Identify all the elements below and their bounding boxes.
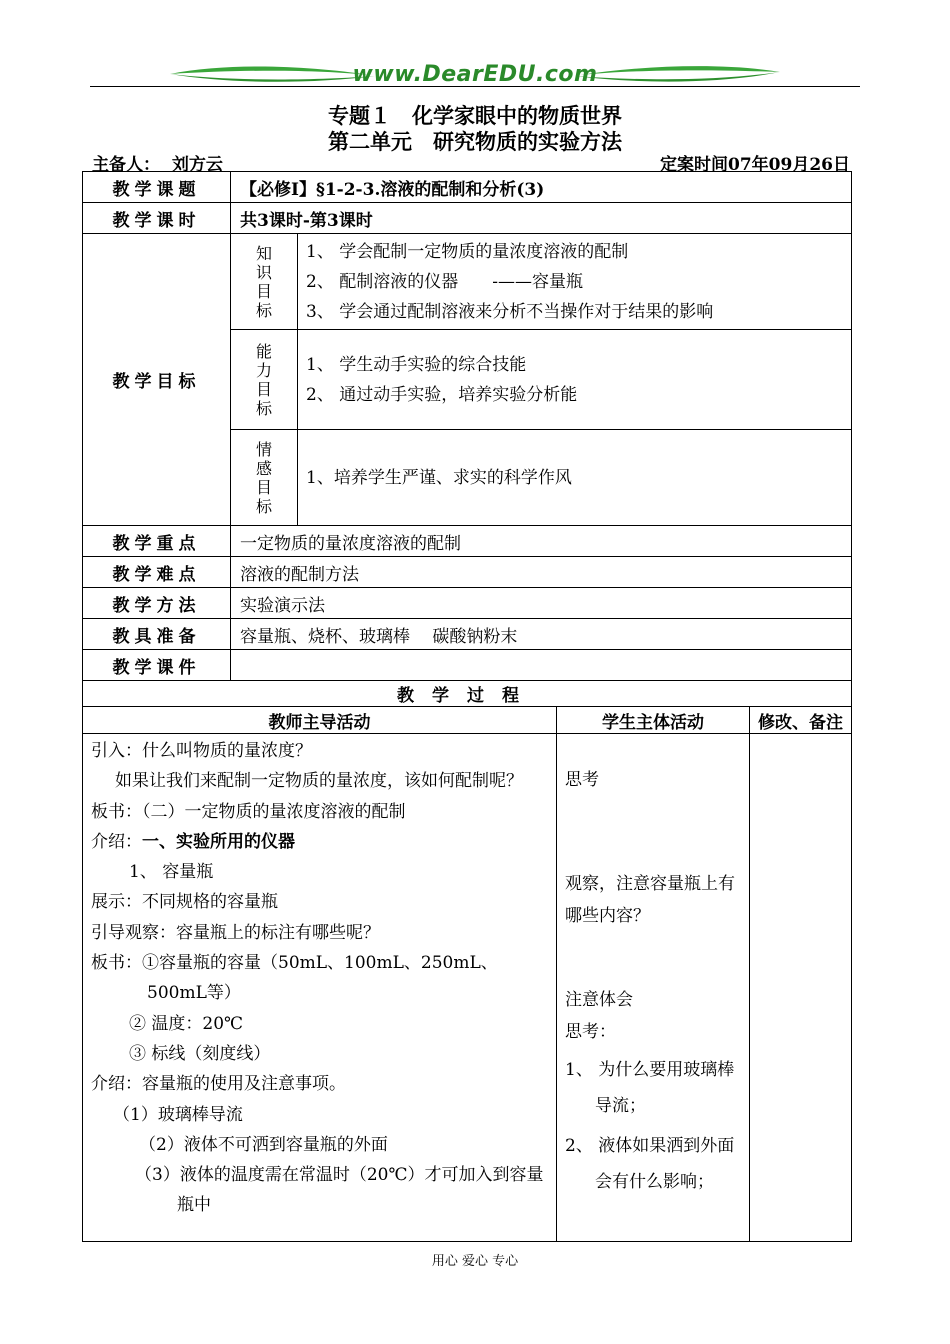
ability-goal-label: 能 力 目 标 (231, 330, 298, 430)
site-logo (170, 60, 780, 90)
student-activities (557, 734, 750, 1242)
teacher-line: （1）玻璃棒导流 (113, 1104, 243, 1125)
row-goal-knowledge (83, 234, 852, 330)
date-day-unit: 日 (833, 155, 850, 175)
student-line: 思考： (565, 1022, 616, 1042)
row-hours (83, 203, 852, 234)
date-label: 定案时间 (659, 155, 728, 175)
teacher-line: 介绍：容量瓶的使用及注意事项。 (91, 1074, 346, 1095)
teacher-column-header: 教师主导活动 (83, 707, 557, 734)
page-footer: 用心 爱心 专心 (431, 1254, 519, 1269)
teacher-line: （3）液体的温度需在常温时（20℃）才可加入到容量瓶中 (135, 1165, 544, 1216)
row-tools (83, 619, 852, 650)
process-heading: 教学过程 (83, 681, 852, 707)
row-method (83, 588, 852, 619)
notes-cell (750, 734, 852, 1242)
difficulty-value: 溶液的配制方法 (231, 557, 852, 588)
method-label: 教学方法 (83, 588, 231, 619)
knowledge-goal-label: 知 识 目 标 (231, 234, 298, 330)
student-line: 观察，注意容量瓶上有哪些内容？ (565, 874, 735, 926)
teacher-line: 展示：不同规格的容量瓶 (91, 892, 278, 913)
preparer-name: 刘方云 (171, 155, 223, 175)
teacher-line: 1、 容量瓶 (129, 862, 214, 883)
teacher-line: 引入：什么叫物质的量浓度？ (91, 741, 312, 761)
logo-text: www.DearEDU.com (352, 62, 598, 87)
date-day: 26 (809, 155, 833, 175)
topic-label: 教学课题 (83, 172, 231, 203)
teacher-line: ③ 标线（刻度线） (129, 1043, 271, 1064)
key-point-value: 一定物质的量浓度溶液的配制 (231, 526, 852, 557)
tools-label: 教具准备 (83, 619, 231, 650)
teacher-line: 引导观察：容量瓶上的标注有哪些呢？ (91, 922, 380, 943)
teacher-line: ② 温度：20℃ (129, 1013, 244, 1034)
hours-value: 共3课时-第3课时 (231, 203, 852, 234)
date-month-unit: 月 (792, 155, 810, 175)
row-process-heading (83, 681, 852, 707)
knowledge-goal-list (298, 234, 852, 330)
courseware-value (231, 650, 852, 681)
row-courseware (83, 650, 852, 681)
goals-label: 教学目标 (83, 234, 231, 526)
row-difficulty (83, 557, 852, 588)
knowledge-goal-item: 3、 学会通过配制溶液来分析不当操作对于结果的影响 (306, 301, 714, 322)
preparer-label: 主备人： (92, 155, 160, 175)
key-point-label: 教学重点 (83, 526, 231, 557)
ability-goal-item: 1、 学生动手实验的综合技能 (306, 354, 527, 375)
student-line: 思考 (565, 770, 599, 790)
row-key-point (83, 526, 852, 557)
teacher-line: （2）液体不可洒到容量瓶的外面 (139, 1134, 388, 1155)
row-process-body (83, 734, 852, 1242)
row-process-columns (83, 707, 852, 734)
method-value: 实验演示法 (231, 588, 852, 619)
teacher-line: 板书：①容量瓶的容量（50mL、100mL、250mL、500mL等） (91, 953, 498, 1004)
knowledge-goal-item: 1、 学会配制一定物质的量浓度溶液的配制 (306, 241, 629, 262)
student-line: 1、 为什么要用玻璃棒导流； (565, 1060, 735, 1116)
teacher-line: 如果让我们来配制一定物质的量浓度，该如何配制呢？ (115, 771, 523, 792)
student-line: 2、 液体如果洒到外面会有什么影响； (565, 1136, 735, 1192)
tools-value: 容量瓶、烧杯、玻璃棒 碳酸钠粉末 (231, 619, 852, 650)
date-year-unit: 年 (751, 155, 769, 175)
ability-goal-item: 2、 通过动手实验，培养实验分析能 (306, 384, 578, 405)
date-month: 09 (768, 155, 793, 175)
topic-value: 【必修Ⅰ】§1-2-3.溶液的配制和分析(3) (231, 172, 852, 203)
teacher-line: 介绍：一、实验所用的仪器 (91, 831, 295, 852)
date-year: 07 (727, 155, 752, 175)
difficulty-label: 教学难点 (83, 557, 231, 588)
courseware-label: 教学课件 (83, 650, 231, 681)
hours-label: 教学课时 (83, 203, 231, 234)
lesson-plan-table (82, 171, 852, 1242)
student-column-header: 学生主体活动 (557, 707, 750, 734)
teacher-line: 板书：（二）一定物质的量浓度溶液的配制 (91, 801, 406, 822)
emotion-goal-label: 情 感 目 标 (231, 430, 298, 526)
emotion-goal-list (298, 430, 852, 526)
knowledge-goal-item: 2、 配制溶液的仪器 -——容量瓶 (306, 271, 583, 292)
student-line: 注意体会 (565, 990, 633, 1010)
page-title-topic: 专题１ 化学家眼中的物质世界 (328, 103, 622, 128)
ability-goal-list (298, 330, 852, 430)
emotion-goal-item: 1、培养学生严谨、求实的科学作风 (306, 467, 572, 488)
row-topic (83, 172, 852, 203)
teacher-activities (83, 734, 557, 1242)
page-title-unit: 第二单元 研究物质的实验方法 (328, 129, 622, 154)
notes-column-header: 修改、备注 (750, 707, 852, 734)
